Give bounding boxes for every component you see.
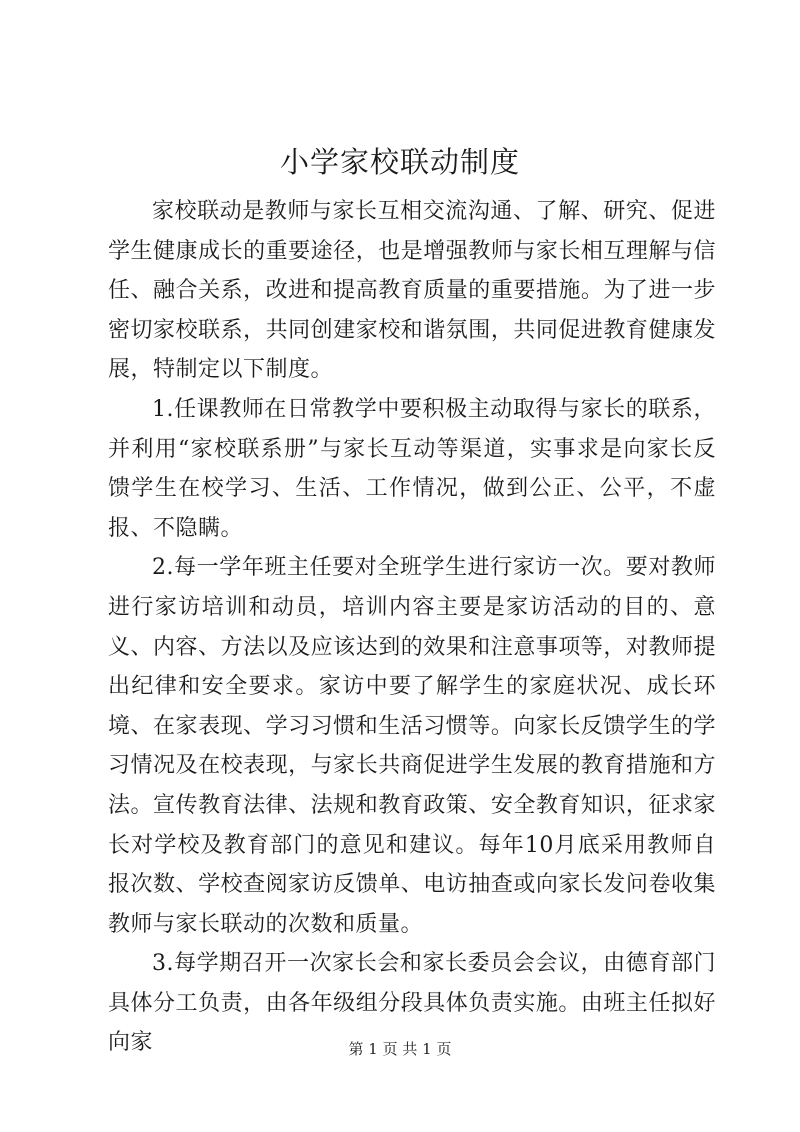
paragraph-item-1: 1.任课教师在日常教学中要积极主动取得与家长的联系，并利用“家校联系册”与家长互动等渠道，实事求是向家长反馈学生在校学习、生活、工作情况，做到公正、公平，不虚报、不隐瞒。 (108, 396, 716, 541)
page-footer: 第 1 页 共 1 页 (348, 1040, 452, 1058)
document-title: 小学家校联动制度 (279, 145, 520, 179)
paragraph-intro: 家校联动是教师与家长互相交流沟通、了解、研究、促进学生健康成长的重要途径，也是增强教师与家长相互理解与信任、融合关系，改进和提高教育质量的重要措施。为了进一步密切家校联系，共同创建家校和谐氛围，共同促进教育健康发展，特制定以下制度。 (108, 199, 716, 383)
paragraph-item-3: 3.每学期召开一次家长会和家长委员会会议，由德育部门具体分工负责，由各年级组分段具体负责实施。由班主任拟好向家 (108, 951, 716, 1056)
paragraph-item-2: 2.每一学年班主任要对全班学生进行家访一次。要对教师进行家访培训和动员，培训内容主要是家访活动的目的、意义、内容、方法以及应该达到的效果和注意事项等，对教师提出纪律和安全要求。家访中要了解学生的家庭状况、成长环境、在家表现、学习习惯和生活习惯等。向家长反馈学生的学习情况及在校表现，与家长共商促进学生发展的教育措施和方法。宣传教育法律、法规和教育政策、安全教育知识，征求家长对学校及教育部门的意见和建议。每年10月底采用教师自报次数、学校查阅家访反馈单、电访抽查或向家长发问卷收集教师与家长联动的次数和质量。 (108, 555, 716, 937)
document-body (108, 192, 716, 1063)
